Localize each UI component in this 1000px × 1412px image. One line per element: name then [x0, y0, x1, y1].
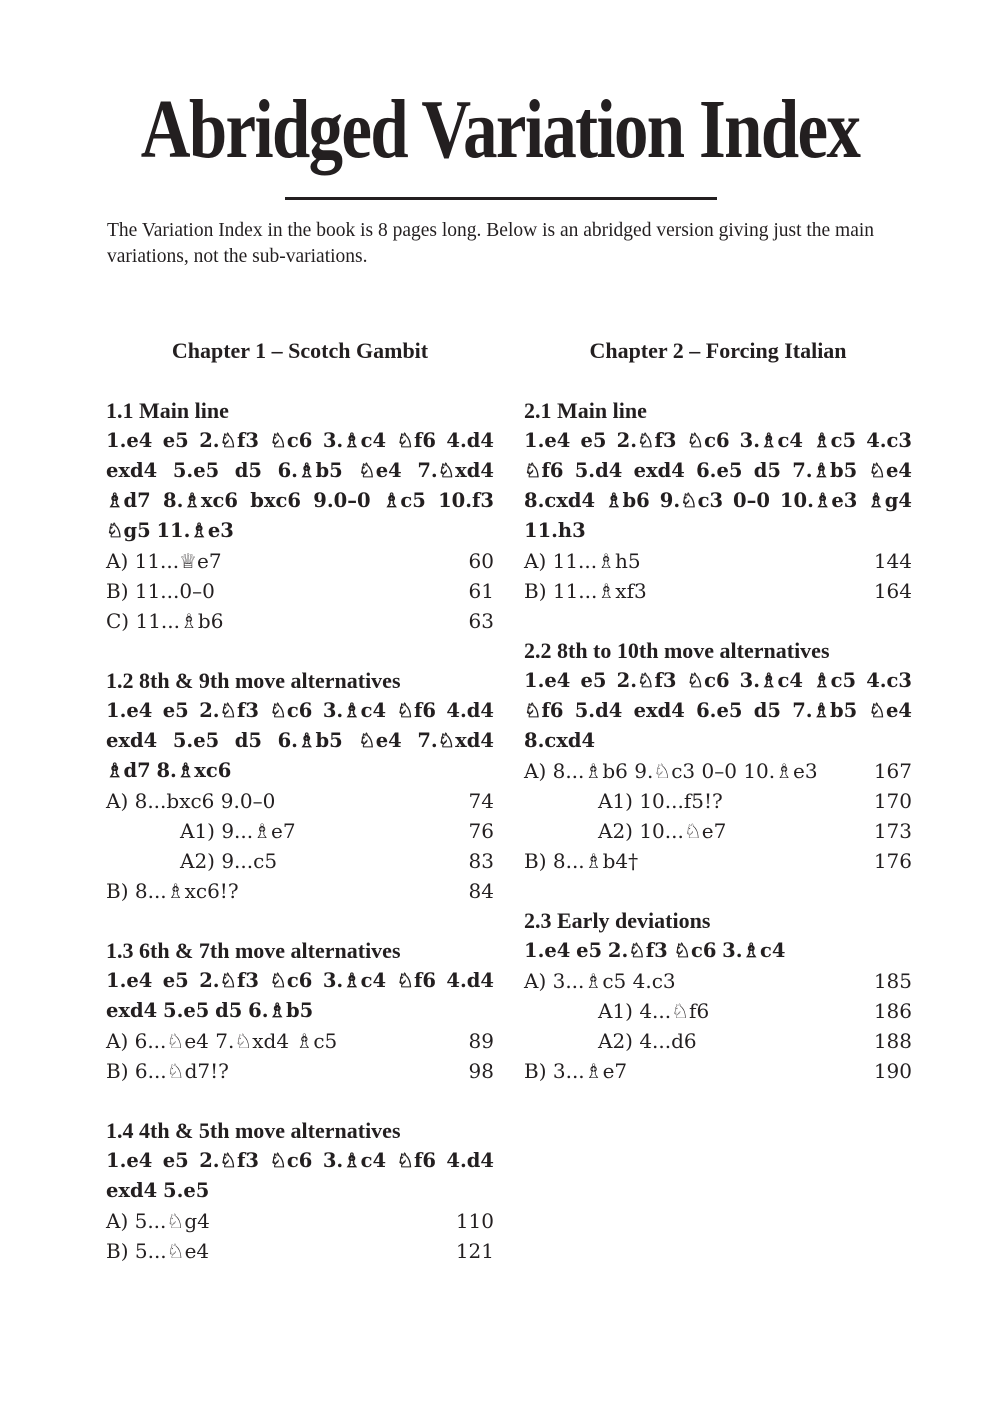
section-title: 2.2 8th to 10th move alternatives	[524, 638, 830, 663]
variation-row	[106, 1236, 494, 1266]
variation-row	[524, 966, 912, 996]
variation-page: 176	[873, 849, 912, 873]
variation-row	[106, 576, 494, 606]
variation-label: A) 3...♗c5 4.c3	[524, 969, 676, 993]
variation-row	[524, 756, 912, 786]
variation-label: B) 6...♘d7!?	[106, 1059, 229, 1083]
sub-variation-row	[524, 1026, 912, 1056]
section	[106, 666, 494, 906]
sub-variation-row	[524, 996, 912, 1026]
variation-row	[524, 546, 912, 576]
variation-page: 63	[468, 609, 494, 633]
variation-label: A) 8...♗b6 9.♘c3 0–0 10.♗e3	[524, 759, 818, 783]
variation-page: 188	[873, 1029, 912, 1053]
page-title: Abridged Variation Index	[140, 83, 860, 176]
chapter-2-column	[524, 336, 912, 1116]
variation-label: A) 5...♘g4	[106, 1209, 210, 1233]
variation-row	[106, 876, 494, 906]
variation-row	[106, 1206, 494, 1236]
variation-row	[106, 546, 494, 576]
variation-label: A1) 10...f5!?	[598, 789, 723, 813]
variation-label: C) 11...♗b6	[106, 609, 224, 633]
variation-label: A) 11...♗h5	[524, 549, 641, 573]
section-moves: 1.e4 e5 2.♘f3 ♘c6 3.♗c4	[524, 939, 786, 962]
variation-page: 110	[455, 1209, 494, 1233]
sub-variation-row	[106, 846, 494, 876]
section-title: 2.3 Early deviations	[524, 908, 711, 933]
section-moves: 1.e4 e5 2.♘f3 ♘c6 3.♗c4 ♗c5 4.c3 ♘f6 5.d4 exd4 6.e5 d5 7.♗b5 ♘e4 8.cxd4	[524, 669, 912, 752]
section-moves: 1.e4 e5 2.♘f3 ♘c6 3.♗c4 ♗c5 4.c3 ♘f6 5.d4 exd4 6.e5 d5 7.♗b5 ♘e4 8.cxd4 ♗b6 9.♘c3 0–0 10.♗e3 ♗g4 11.h3	[524, 429, 912, 542]
section	[106, 1116, 494, 1266]
variation-label: A2) 9...c5	[180, 849, 278, 873]
variation-row	[106, 786, 494, 816]
variation-label: A1) 4...♘f6	[598, 999, 710, 1023]
variation-page: 167	[873, 759, 912, 783]
variation-row	[524, 576, 912, 606]
variation-page: 76	[468, 819, 494, 843]
variation-page: 190	[873, 1059, 912, 1083]
section	[106, 936, 494, 1086]
chapter-title: Chapter 1 – Scotch Gambit	[171, 338, 429, 363]
section-title: 1.1 Main line	[106, 398, 229, 423]
sub-variation-row	[524, 816, 912, 846]
variation-label: A2) 10...♘e7	[598, 819, 727, 843]
variation-row	[524, 1056, 912, 1086]
variation-label: A2) 4...d6	[598, 1029, 697, 1053]
variation-label: A) 6...♘e4 7.♘xd4 ♗c5	[106, 1029, 338, 1053]
section-moves: 1.e4 e5 2.♘f3 ♘c6 3.♗c4 ♘f6 4.d4 exd4 5.e5 d5 6.♗b5	[106, 969, 494, 1022]
section-title: 2.1 Main line	[524, 398, 647, 423]
section-moves: 1.e4 e5 2.♘f3 ♘c6 3.♗c4 ♘f6 4.d4 exd4 5.e5 d5 6.♗b5 ♘e4 7.♘xd4 ♗d7 8.♗xc6	[106, 699, 494, 782]
variation-label: A) 8...bxc6 9.0–0	[106, 789, 276, 813]
section-title: 1.2 8th & 9th move alternatives	[106, 668, 401, 693]
section	[106, 396, 494, 636]
variation-page: 164	[873, 579, 912, 603]
variation-row	[106, 606, 494, 636]
section-title: 1.4 4th & 5th move alternatives	[106, 1118, 401, 1143]
variation-page: 98	[468, 1059, 494, 1083]
variation-page: 74	[468, 789, 494, 813]
variation-label: B) 3...♗e7	[524, 1059, 628, 1083]
variation-page: 89	[468, 1029, 494, 1053]
chapter-title: Chapter 2 – Forcing Italian	[589, 338, 847, 363]
title-divider	[285, 197, 717, 200]
variation-label: B) 11...0–0	[106, 579, 215, 603]
section-moves: 1.e4 e5 2.♘f3 ♘c6 3.♗c4 ♘f6 4.d4 exd4 5.e5 d5 6.♗b5 ♘e4 7.♘xd4 ♗d7 8.♗xc6 bxc6 9.0–0 ♗c5 10.f3 ♘g5 11.♗e3	[106, 429, 494, 542]
variation-page: 186	[873, 999, 912, 1023]
intro-paragraph: The Variation Index in the book is 8 pages long. Below is an abridged version giving just the main variations, not the sub-variations.	[107, 220, 875, 267]
section-moves: 1.e4 e5 2.♘f3 ♘c6 3.♗c4 ♘f6 4.d4 exd4 5.e5	[106, 1149, 494, 1202]
variation-page: 83	[468, 849, 494, 873]
chapter-1-column	[106, 336, 494, 1296]
variation-page: 185	[873, 969, 912, 993]
section-title: 1.3 6th & 7th move alternatives	[106, 938, 401, 963]
section	[524, 636, 912, 876]
variation-page: 173	[873, 819, 912, 843]
variation-row	[106, 1026, 494, 1056]
variation-label: B) 5...♘e4	[106, 1239, 210, 1263]
variation-label: A) 11...♕e7	[106, 549, 222, 573]
section	[524, 906, 912, 1086]
variation-label: B) 8...♗xc6!?	[106, 879, 239, 903]
variation-label: B) 8...♗b4†	[524, 849, 639, 873]
variation-page: 60	[468, 549, 494, 573]
variation-label: B) 11...♗xf3	[524, 579, 647, 603]
variation-row	[106, 1056, 494, 1086]
variation-page: 84	[468, 879, 494, 903]
sub-variation-row	[106, 816, 494, 846]
variation-page: 121	[455, 1239, 494, 1263]
variation-page: 170	[873, 789, 912, 813]
variation-page: 144	[873, 549, 912, 573]
section	[524, 396, 912, 606]
sub-variation-row	[524, 786, 912, 816]
variation-label: A1) 9...♗e7	[180, 819, 296, 843]
variation-page: 61	[468, 579, 494, 603]
variation-row	[524, 846, 912, 876]
